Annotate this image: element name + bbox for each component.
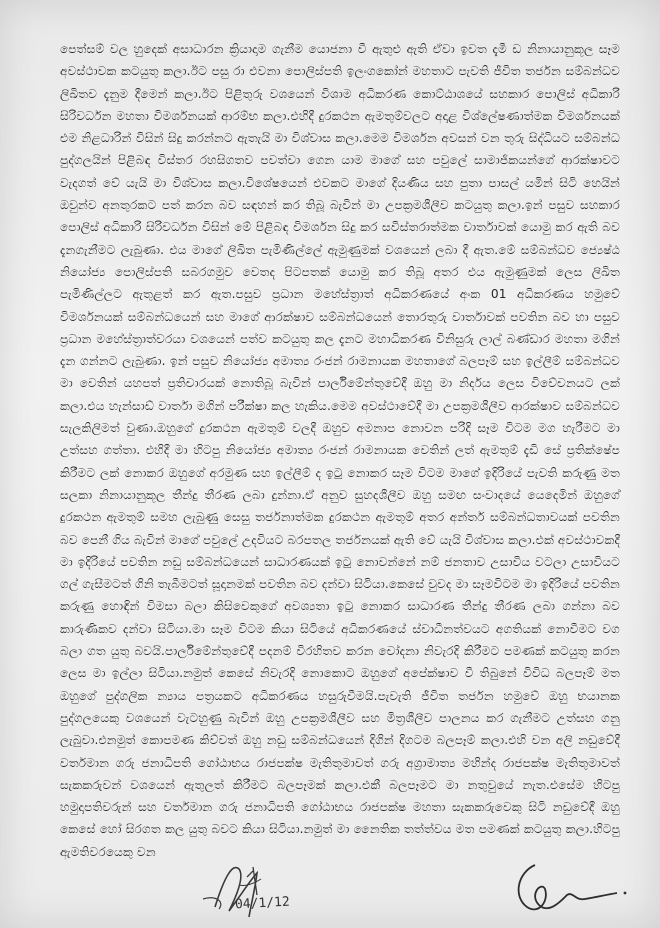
handwritten-signature-right <box>505 855 635 920</box>
handwritten-signature-left <box>195 855 315 925</box>
body-paragraph: පෙත්සම් වල හුදෙක් අසාධාරන ක්‍රියාදාම ගැනීම යොජනා වී ඇතුළු ඇති ඒවා ඉවත දැමී ඩ නිනායානුකූල සෑම අවස්ථාවක කටයුතු කලා.ඊට පසු රා එවනා පොලිස්පති ඉලංගකෝන් මහතාට පැවති ජීවිත තර්ජන සම්බන්ධව ලිඛිතව දැනුම දීමෙන් කලා.ඊට පිළිතුරු වශයෙන් විශාම අධිකරණ කොට්ඨාශයේ සහකාර පොලිස් අධිකාරි සිරිවර්ධන මහතා විමර්ශනයක් ආරම්භ කලා.එහිදී දුරකථන ඇමතුම්වලට අදාළ විශ්ලේෂණාත්මක විමර්ශනයක් එම නිළධාරින් විසින් සිදු කරන්නට ඇතැයි මා විශ්වාස කලා.මෙම විමර්ශන අවසන් වන තුරු සිද්ධියට සම්බන්ධ පුද්ගලයින් පිළිබඳ විස්තර රහසිගතව පවත්වා ගෙන යාම මාගේ සහ පවුලේ සාමාජිකයන්ගේ ආරක්ෂාවට වැදගත් වේ යැයි මා විශ්වාස කලා.විශේෂයෙන් එවකට මාගේ දියණිය සහ පුතා පාසල් යමින් සිටි හෙයින් ඔවුන්ව අනතුරකට පත් කරන බව සඳහන් කර තිබූ බැවින් මා උපක්‍රමශීලීව කටයුතු කලා.ඉන් පසුව සහකාර පොලිස් අධිකාරි සිරිවර්ධන විසින් මේ පිළිබඳ විමර්ශන සිදු කර සවිස්තරාත්මක වාර්තාවක් යොමු කර ඇති බව දැනගැනීමට ලැබුණා. එය මාගේ ලිඛිත පැමිණිල්ලේ ඇමුණුමක් වශයෙන් ලබා දී ඇත.මේ සම්බන්ධව ජ්‍යෙෂ්ඨ නියෝජ්‍ය පොලිස්පති සබරගමුව වෙතද පිටපතක් යොමු කර තිබූ අතර එය ඇමුණුමක් ලෙස ලිඛිත පැමිණිල්ලට ඇතුළත් කර ඇත.පසුව ප්‍රධාන මහේස්ත්‍රාත් අධිකරණයේ අංක 01 අධිකරණය හමුවේ විමර්ශනයක් සම්බන්ධයෙන් සහ මාගේ ආරක්ෂාව සම්බන්ධයෙන් තොරතුරු වාර්තාවක් පවතින බව හා පසුව ප්‍රධාන මහේස්ත්‍රාත්වරයා වශයෙන් පත්ව කටයුතු කල දැනට මහාධිකරණ විනිසුරු ලාල් බණ්ඩාර මහතා මගින් දැන ගන්නට ලැබුණා. ඉන් පසුව නියෝජ්‍ය අමාත්‍ය රංජන් රාමනායක මහතාගේ බලපෑම් සහ ඉල්ලීම් සම්බන්ධව මා වෙතින් යහපත් ප්‍රතිචාරයක් නොතිබූ බැවින් පාර්ලිමේන්තුවේදී ඔහු මා නිර්දය ලෙස විවේචනයට ලක් කලා.එය හැන්සාඩ් වාර්තා මගින් පරීක්ෂා කල හැකිය.මෙම අවස්ථාවේදී මා උපක්‍රමශීලීව ආරක්ෂාව සම්බන්ධව සැලකිලිමත් වුණා.ඔහුගේ දුරකථන ඇමතුම් වලදී ඔහුව අමනාප නොවන පරිදි සෑම විටම මග හැරීමට මා උත්සහ ගත්තා. එහිදී මා හිටපු නියෝජ්‍ය අමාත්‍ය රංජන් රාමනායක වෙතින් ලත් ඇමතුම් දැඩි සේ ප්‍රතික්ෂේප කිරීමට ලක් නොකර ඔහුගේ අරමුණ සහ ඉල්ලීම් ද ඉටු නොකර සෑම විටම මාගේ ඉදිරියේ පැවති කරුණු මත සලකා නිනායානුකූල තීන්දු තීරණ ලබා දුන්නා.ඒ අනුව සුහදශීලීව ඔහු සමඟ සංවාදයේ යෙදෙමින් ඔහුගේ දුරකථන ඇමතුම් සමහ ලැබුණු සෙසු තර්ජනාත්මක දුරකථන ඇමතුම් අතර අන්තර් සම්බන්ධතාවයක් පවතින බව පෙනී ගිය බැවින් මාගේ පවුලේ උදවියට බරපතල තර්ජනයක් ඇති වේ යැයි විශ්වාස කලා.එක් අවස්ථාවකදී මා ඉදිරියේ පවතින නඩු සම්බන්ධයෙන් සාධාරණයක් ඉටු නොවන්නේ නම් ජනතාව උසාවිය වටලා උසාවියට ගල් ගැසීමටත් ගිනි තැබීමටත් සූදානමක් පවතින බව දන්වා සිටියා.කෙසේ වුවද මා සෑමවිටම මා ඉදිරියේ පවතින කරුණු හොඳින් විමසා බලා කිසිවෙකුගේ අවශ්‍යතා ඉටු නොකර සාධාරණ තීන්දු තීරණ ලබා ගන්නා බව කාරුණිකව දන්වා සිටියා.මා සෑම විටම කියා සිටියේ අධිකරණයේ ස්වාධීනත්වයට අගතියක් නොවීමට වග බලා ගත යුතු බවයි.පාර්ලිමේන්තුවේදී පදනම් විරහිතව කරන චෝදනා නිවැරදි කිරීමට පමණක් කටයුතු කරන ලෙස මා ඉල්ලා සිටියා.නමුත් කෙසේ නිවැරදි නොකොට ඔහුගේ අපේක්ෂාව වී තිබුනේ විවිධ බලපෑම් මත ඔහුගේ පුද්ගලික න්‍යාය පත්‍රයකට අධිකරණය හසුරුවීමයි.පැවැති ජීවිත තර්ජන හමුවේ ඔහු භයානක පුද්ගලයෙකු වශයෙන් වැටහුණු බැවින් ඔහු උපක්‍රමශීලීව සහ මිත්‍රශීලීව පාලනය කර ගැනීමට උත්සහ ගනු ලැබුවා.එනමුත් කොපමණ කිව්වත් ඔහු නඩු සම්බන්ධයෙන් දිගින් දිගටම බලපෑම් කලා.එහි වන අලි නඩුවේදී වර්තමාන ගරු ජනාධිපති ගෝඨාභය රාජපක්ෂ මැතිතුමාවත් ගරු අග්‍රාමාත්‍ය මහින්ද රාජපක්ෂ මැතිතුමාවත් සැකකරුවන් වශයෙන් ඇතුලත් කිරීමට බලපෑමක් කලා.එකී බලපෑමට මා නතුවුයේ නැත.එසේම හිටපු හමුදාපතිවරුන් සහ වර්තමාන ගරු ජනාධිපති ගෝඨාභය රාජපක්ෂ මහතා සැකකරුවෙකු සිටි නඩුවේදී ඔහු කෙසේ හෝ සිරගත කල යුතු බවට කියා සිටියා.නමුත් මා නෛතික තත්ත්වය මත පමණක් කටයුතු කලා.හිටපු ඇමතිවරයෙකු වන <box>60 42 620 859</box>
document-body <box>60 38 620 863</box>
date-stamp: 04/1/12 <box>234 894 291 913</box>
